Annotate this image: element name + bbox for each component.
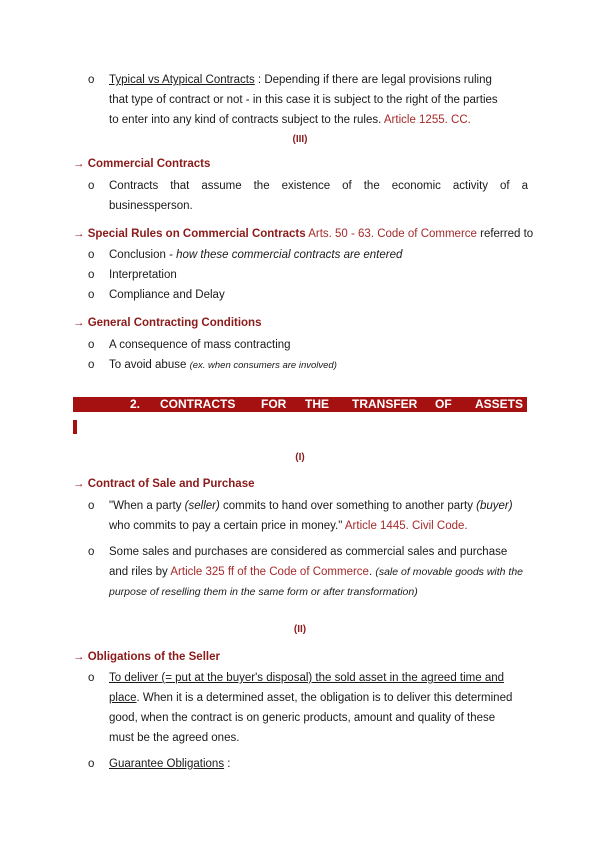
bullet-marker: o: [88, 74, 95, 86]
list-item-continuation: businessperson.: [109, 200, 193, 212]
article-reference: Article 1255. CC.: [383, 114, 471, 126]
heading-sale-purchase: → Contract of Sale and Purchase: [73, 478, 255, 490]
article-reference: Article 325 ff of the Code of Commerce: [170, 566, 369, 578]
heading-commercial-contracts: → Commercial Contracts: [73, 158, 211, 170]
list-item: o Guarantee Obligations :: [88, 758, 231, 770]
list-item: o Typical vs Atypical Contracts : Depending if there are legal provisions ruling that type of contract or not - in this case it is subject to the right of the parties to enter into any kind of contracts subject to the rules. Article 1255. CC.: [88, 70, 528, 130]
guarantee-title: Guarantee Obligations: [109, 758, 225, 770]
list-item: o Compliance and Delay: [88, 289, 225, 301]
section-roman-numeral: (II): [293, 624, 307, 635]
article-reference: Arts. 50 - 63. Code of Commerce: [308, 228, 477, 240]
list-item: o A consequence of mass contracting: [88, 339, 291, 351]
list-item: o "When a party (seller) commits to hand over something to another party (buyer) who commits to pay a certain price in money." Article 1445. Civil Code.: [88, 500, 513, 532]
heading-general-conditions: → General Contracting Conditions: [73, 317, 262, 329]
heading-obligations-seller: → Obligations of the Seller: [73, 651, 220, 663]
heading-special-rules: → Special Rules on Commercial Contracts Arts. 50 - 63. Code of Commerce referred to: [73, 228, 534, 240]
typical-title: Typical vs Atypical Contracts: [109, 74, 255, 86]
banner-number: 2.: [130, 397, 141, 411]
list-item: o To deliver (= put at the buyer's disposal) the sold asset in the agreed time and place. When it is a determined asset, the obligation is to deliver this determined good, when the contract is on generic products, amount and quality of these must be the agreed ones.: [88, 672, 513, 744]
section-roman-numeral: (I): [295, 452, 305, 463]
banner-tail: [73, 420, 77, 434]
list-item: o Conclusion - how these commercial contracts are entered: [88, 249, 403, 261]
section-roman-numeral: (III): [292, 134, 308, 145]
list-item: o To avoid abuse (ex. when consumers are involved): [88, 359, 337, 371]
list-item: o Contracts that assume the existence of the economic activity of a: [88, 180, 528, 192]
section-banner: 2. CONTRACTS FOR THE TRANSFER OF ASSETS: [73, 397, 527, 412]
list-item: o Some sales and purchases are considered as commercial sales and purchase and riles by Article 325 ff of the Code of Commerce. (sale of movable goods with the purpose of reselling them in the same form or after transformation): [88, 546, 524, 598]
article-reference: Article 1445. Civil Code.: [344, 520, 468, 532]
list-item: o Interpretation: [88, 269, 177, 281]
